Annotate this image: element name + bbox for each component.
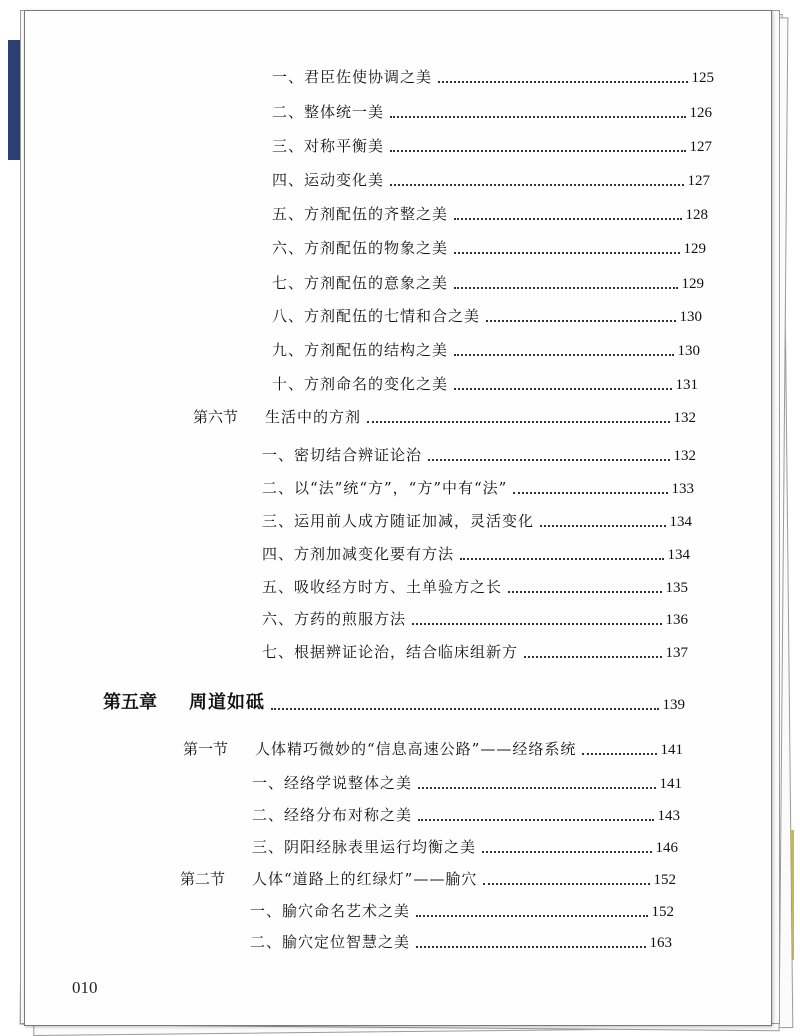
toc-entry[interactable]	[250, 931, 672, 952]
leader-dots	[428, 459, 669, 461]
leader-dots	[367, 421, 669, 423]
toc-entry-page: 152	[651, 904, 674, 920]
toc-entry-title: 二、经络分布对称之美	[252, 806, 413, 824]
toc-entry[interactable]	[272, 373, 698, 394]
toc-entry-page: 136	[665, 612, 688, 628]
toc-entry[interactable]	[252, 804, 680, 825]
toc-entry[interactable]	[272, 203, 708, 224]
toc-entry-page: 135	[665, 580, 688, 596]
toc-entry[interactable]	[250, 900, 674, 921]
page-number: 010	[72, 978, 98, 997]
toc-entry-page: 130	[677, 343, 700, 359]
chapter-title: 周道如砥	[189, 692, 265, 713]
toc-entry-title: 二、腧穴定位智慧之美	[250, 933, 411, 951]
toc-entry-page: 143	[657, 808, 680, 824]
toc-entry-page: 134	[669, 514, 692, 530]
toc-section-1[interactable]	[183, 738, 683, 759]
section-number: 第一节	[183, 740, 229, 758]
leader-dots	[582, 753, 656, 755]
leader-dots	[540, 525, 665, 527]
toc-entry[interactable]	[252, 836, 678, 857]
leader-dots	[271, 708, 659, 710]
toc-entry-page: 134	[667, 547, 690, 563]
toc-entry[interactable]	[262, 608, 688, 629]
toc-entry-page: 132	[673, 448, 696, 464]
leader-dots	[454, 287, 677, 289]
toc-entry-title: 九、方剂配伍的结构之美	[272, 341, 449, 359]
section-title: 人体精巧微妙的“信息高速公路”——经络系统	[255, 740, 577, 758]
leader-dots	[416, 946, 645, 948]
section-page: 152	[653, 872, 676, 888]
toc-entry-title: 七、方剂配伍的意象之美	[272, 274, 449, 292]
toc-entry-title: 二、以“法”统“方”，“方”中有“法”	[262, 479, 508, 497]
toc-entry[interactable]	[262, 510, 692, 531]
section-page: 132	[673, 410, 696, 426]
toc-entry-page: 129	[683, 241, 706, 257]
toc-entry-page: 146	[655, 840, 678, 856]
toc-entry-title: 一、君臣佐使协调之美	[272, 68, 433, 86]
toc-entry[interactable]	[272, 66, 714, 87]
toc-entry[interactable]	[262, 641, 688, 662]
toc-entry-page: 128	[685, 207, 708, 223]
toc-entry-title: 五、方剂配伍的齐整之美	[272, 205, 449, 223]
leader-dots	[418, 819, 653, 821]
toc-entry-page: 137	[665, 645, 688, 661]
toc-entry-title: 一、密切结合辨证论治	[262, 446, 423, 464]
leader-dots	[418, 787, 655, 789]
toc-entry-page: 127	[689, 139, 712, 155]
toc-entry-page: 133	[671, 481, 694, 497]
leader-dots	[412, 623, 661, 625]
toc-section-2[interactable]	[180, 868, 676, 889]
toc-entry-page: 130	[679, 309, 702, 325]
leader-dots	[454, 218, 681, 220]
toc-entry-title: 四、运动变化美	[272, 171, 385, 189]
section-number: 第二节	[180, 870, 226, 888]
leader-dots	[482, 851, 651, 853]
toc-entry-title: 八、方剂配伍的七情和合之美	[272, 307, 481, 325]
toc-entry-page: 129	[681, 276, 704, 292]
toc-entry-page: 127	[687, 173, 710, 189]
toc-entry-title: 四、方剂加减变化要有方法	[262, 545, 455, 563]
leader-dots	[508, 591, 661, 593]
toc-entry[interactable]	[272, 169, 710, 190]
toc-entry[interactable]	[262, 444, 696, 465]
toc-entry-title: 六、方剂配伍的物象之美	[272, 239, 449, 257]
toc-entry[interactable]	[272, 305, 702, 326]
toc-entry-title: 五、吸收经方时方、土单验方之长	[262, 578, 503, 596]
toc-entry-title: 三、运用前人成方随证加减，灵活变化	[262, 512, 535, 530]
leader-dots	[524, 656, 661, 658]
toc-entry-title: 一、经络学说整体之美	[252, 774, 413, 792]
leader-dots	[513, 492, 667, 494]
toc-entry-title: 三、对称平衡美	[272, 137, 385, 155]
toc-entry[interactable]	[262, 543, 690, 564]
section-title: 生活中的方剂	[265, 408, 362, 426]
toc-entry[interactable]	[262, 576, 688, 597]
chapter-number: 第五章	[103, 692, 157, 713]
leader-dots	[390, 116, 685, 118]
toc-entry-page: 131	[675, 377, 698, 393]
leader-dots	[454, 354, 673, 356]
section-title: 人体“道路上的红绿灯”——腧穴	[252, 870, 478, 888]
toc-entry[interactable]	[272, 339, 700, 360]
toc-section-6[interactable]	[193, 406, 696, 427]
leader-dots	[438, 81, 687, 83]
leader-dots	[390, 184, 683, 186]
leader-dots	[454, 252, 679, 254]
toc-entry[interactable]	[272, 272, 704, 293]
leader-dots	[390, 150, 685, 152]
toc-entry-title: 一、腧穴命名艺术之美	[250, 902, 411, 920]
toc-entry-page: 126	[689, 105, 712, 121]
toc-entry-title: 二、整体统一美	[272, 103, 385, 121]
toc-entry-page: 163	[649, 935, 672, 951]
toc-entry-page: 141	[659, 776, 682, 792]
leader-dots	[460, 558, 663, 560]
toc-entry[interactable]	[252, 772, 682, 793]
toc-entry-title: 七、根据辨证论治，结合临床组新方	[262, 643, 519, 661]
section-page: 141	[660, 742, 683, 758]
toc-entry-page: 125	[691, 70, 714, 86]
toc-entry[interactable]	[272, 101, 712, 122]
chapter-page: 139	[662, 697, 685, 713]
toc-entry[interactable]	[262, 477, 694, 498]
toc-entry-title: 三、阴阳经脉表里运行均衡之美	[252, 838, 477, 856]
toc-entry[interactable]	[272, 237, 706, 258]
toc-entry[interactable]	[272, 135, 712, 156]
leader-dots	[486, 320, 675, 322]
leader-dots	[483, 883, 649, 885]
section-number: 第六节	[193, 408, 239, 426]
leader-dots	[454, 388, 671, 390]
toc-chapter-5[interactable]	[103, 688, 685, 714]
toc-entry-title: 六、方药的煎服方法	[262, 610, 407, 628]
leader-dots	[416, 915, 647, 917]
toc-entry-title: 十、方剂命名的变化之美	[272, 375, 449, 393]
